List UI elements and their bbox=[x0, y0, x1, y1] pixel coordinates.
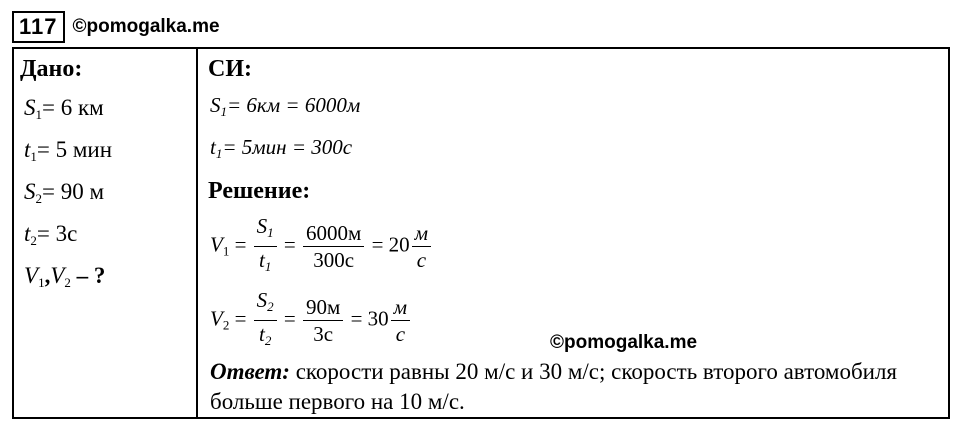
si-title: СИ: bbox=[208, 56, 252, 82]
given-t1: $t_1= 5$ мин bbox=[24, 137, 113, 164]
column-divider bbox=[196, 49, 198, 417]
unit-fraction-v2: $\frac{м}{с}$ bbox=[391, 294, 410, 347]
given-s2: $S_2= 90$ м bbox=[24, 179, 105, 206]
formula-v2: $V_2$ = $\frac{S_2}{t_2}$ = $\frac{90м}{3с}$ = 30 $\frac{м}{с}$ bbox=[210, 287, 412, 354]
given-t2: $t_2= 3с$ bbox=[24, 221, 78, 248]
watermark-inline: ©pomogalka.me bbox=[550, 332, 698, 353]
si-column bbox=[208, 55, 938, 83]
fraction-values-v2: $\frac{90м}{3с}$ bbox=[303, 294, 343, 347]
given-find: $V_1,V_2$ – ? bbox=[24, 263, 106, 290]
fraction-values-v1: $\frac{6000м}{300с}$ bbox=[303, 220, 364, 273]
given-column bbox=[20, 55, 190, 83]
header bbox=[12, 10, 220, 44]
answer-text: скорости равны 20 м/с и 30 м/с; скорость второго автомобиля больше первого на 10 м/с. bbox=[210, 359, 898, 414]
fraction-s1-t1: $\frac{S_1}{t_1}$ bbox=[254, 213, 277, 280]
solution-table bbox=[12, 47, 950, 419]
answer-label: Ответ: bbox=[210, 359, 290, 384]
unit-fraction-v1: $\frac{м}{с}$ bbox=[412, 220, 431, 273]
problem-number: 117 bbox=[12, 11, 65, 43]
fraction-s2-t2: $\frac{S_2}{t_2}$ bbox=[254, 287, 277, 354]
given-s1: $S_1= 6$ км bbox=[24, 95, 104, 122]
formula-v1: $V_1$ = $\frac{S_1}{t_1}$ = $\frac{6000м}{300с}$ = 20 $\frac{м}{с}$ bbox=[210, 213, 433, 280]
answer bbox=[210, 357, 938, 417]
solution-title: Решение: bbox=[208, 178, 311, 204]
si-s1: $S_1= 6км = 6000м$ bbox=[210, 93, 361, 119]
watermark: ©pomogalka.me bbox=[72, 16, 220, 37]
si-t1: $t_1= 5мин = 300с$ bbox=[210, 135, 353, 161]
given-title: Дано: bbox=[20, 56, 83, 82]
